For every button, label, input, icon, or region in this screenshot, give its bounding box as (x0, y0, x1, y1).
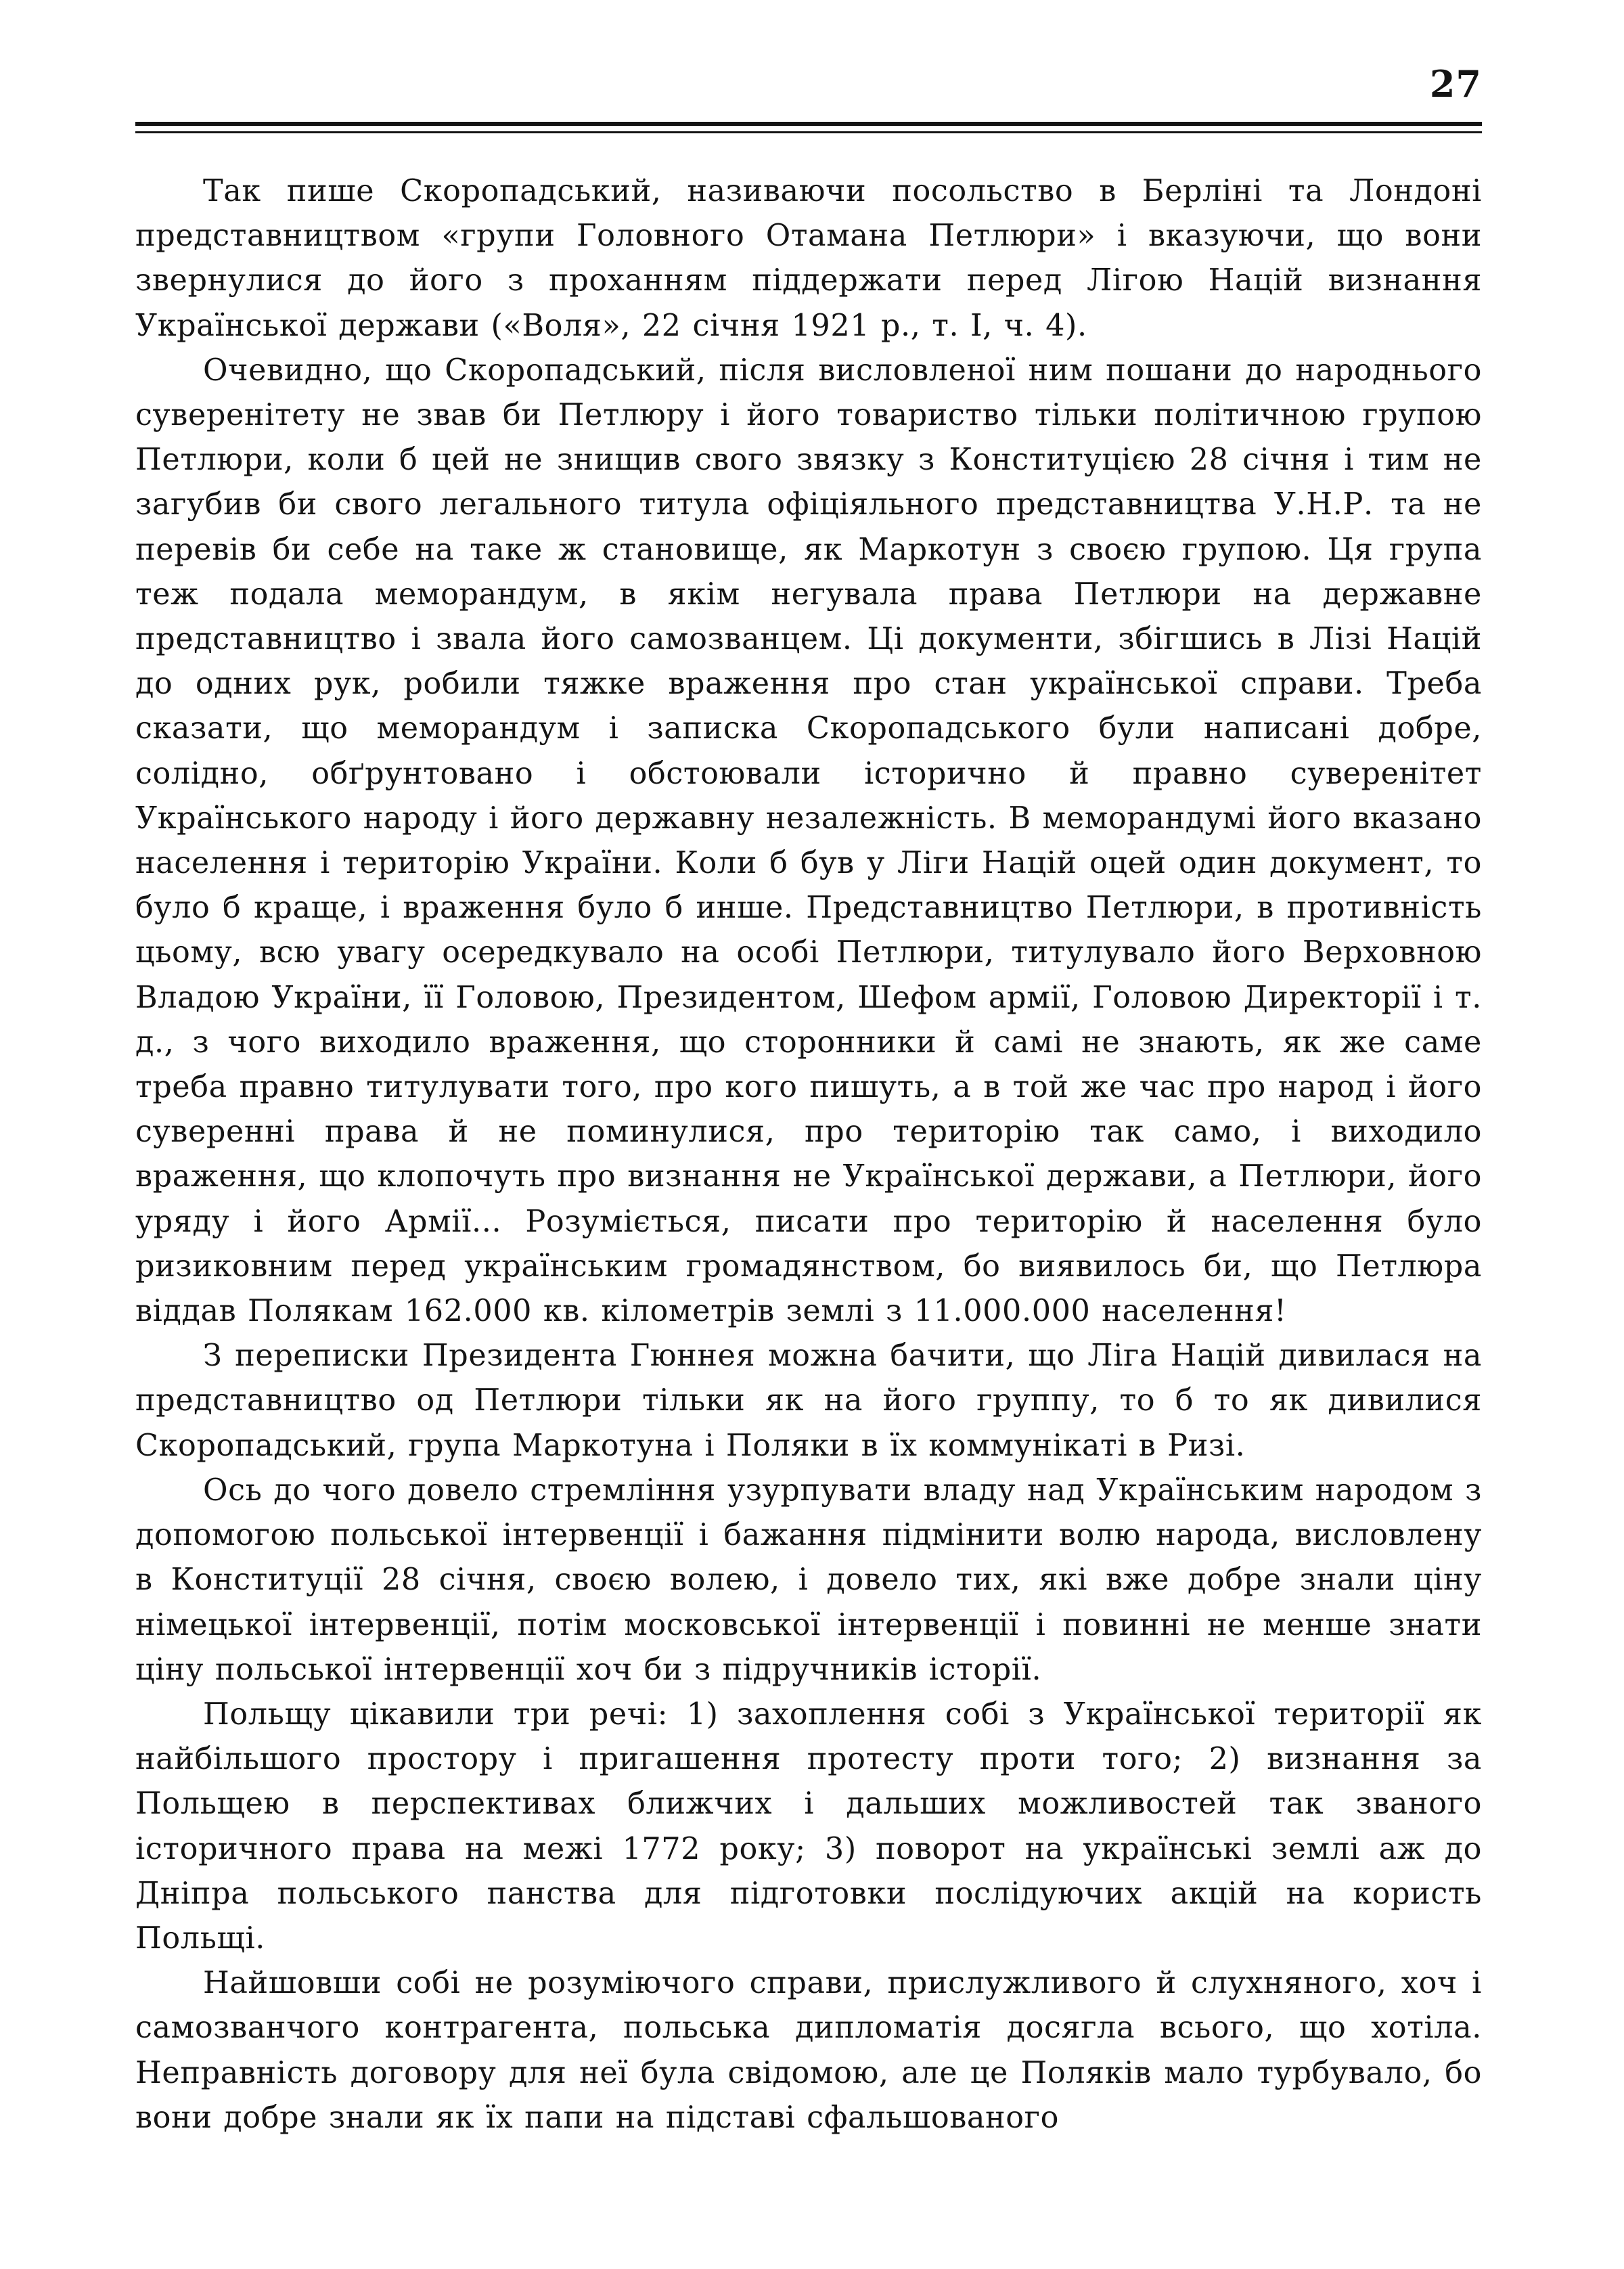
paragraph: Найшовши собі не розуміючого справи, прислужливого й слухняного, хоч і самозванчого контрагента, польська дипломатія досягла всього, що хотіла. Неправність договору для неї була свідомою, але це Поляків мало турбувало, бо вони добре знали як їх папи на підставі сфальшованого (135, 1966, 1482, 2135)
body-text (135, 169, 1482, 2140)
paragraph: Так пише Скоропадський, називаючи посольство в Берліні та Лондоні представництвом «групи Головного Отамана Петлюри» і вказуючи, що вони звернулися до його з проханням піддержати перед Лігою Націй визнання Української держави («Воля», 22 січня 1921 р., т. I, ч. 4). (135, 174, 1482, 343)
paragraph: Очевидно, що Скоропадський, після висловленої ним пошани до народнього суверенітету не звав би Петлюру і його товариство тільки політичною групою Петлюри, коли б цей не знищив свого звязку з Конституцією 28 січня і тим не загубив би свого легального титула офіціяльного представництва У.Н.Р. та не перевів би себе на таке ж становище, як Маркотун з своєю групою. Ця група теж подала меморандум, в якім негувала права Петлюри на державне представництво і звала його самозванцем. Ці документи, збігшись в Лізі Націй до одних рук, робили тяжке враження про стан української справи. Треба сказати, що меморандум і записка Скоропадського були написані добре, солідно, обґрунтовано і обстоювали історично й правно суверенітет Українського народу і його державну незалежність. В меморандумі його вказано населення і територію України. Коли б був у Ліги Націй оцей один документ, то було б краще, і враження було б инше. Представництво Петлюри, в противність цьому, всю увагу осередкувало на особі Петлюри, титулувало його Верховною Владою України, її Головою, Президентом, Шефом армії, Головою Директорії і т. д., з чого виходило враження, що сторонники й самі не знають, як же саме треба правно титулувати того, про кого пишуть, а в той же час про народ і його суверенні права й не поминулися, про територію так само, і виходило враження, що клопочуть про визнання не Української держави, а Петлюри, його уряду і його Армії... Розуміється, писати про територію й населення було ризиковним перед українським громадянством, бо виявилось би, що Петлюра віддав Полякам 162.000 кв. кілометрів землі з 11.000.000 населення! (135, 353, 1482, 1329)
header-rule-thin (135, 131, 1482, 133)
header-rule-thick (135, 122, 1482, 126)
paragraph: Ось до чого довело стремління узурпувати владу над Українським народом з допомогою польської інтервенції і бажання підмінити волю народа, висловлену в Конституції 28 січня, своєю волею, і довело тих, які вже добре знали ціну німецької інтервенції, потім московської інтервенції і повинні не менше знати ціну польської інтервенції хоч би з підручників історії. (135, 1473, 1482, 1687)
page-number: 27 (1429, 62, 1482, 106)
paragraph: Польщу цікавили три речі: 1) захоплення собі з Української території як найбільшого простору і пригашення протесту проти того; 2) визнання за Польщею в перспективах ближчих і дальших можливостей так званого історичного права на межі 1772 року; 3) поворот на українські землі аж до Дніпра польського панства для підготовки послідуючих акцій на користь Польщі. (135, 1697, 1482, 1956)
paragraph: З переписки Президента Гюннея можна бачити, що Ліга Націй дивилася на представництво од Петлюри тільки як на його группу, то б то як дивилися Скоропадський, група Маркотуна і Поляки в їх коммунікаті в Ризі. (135, 1339, 1482, 1463)
